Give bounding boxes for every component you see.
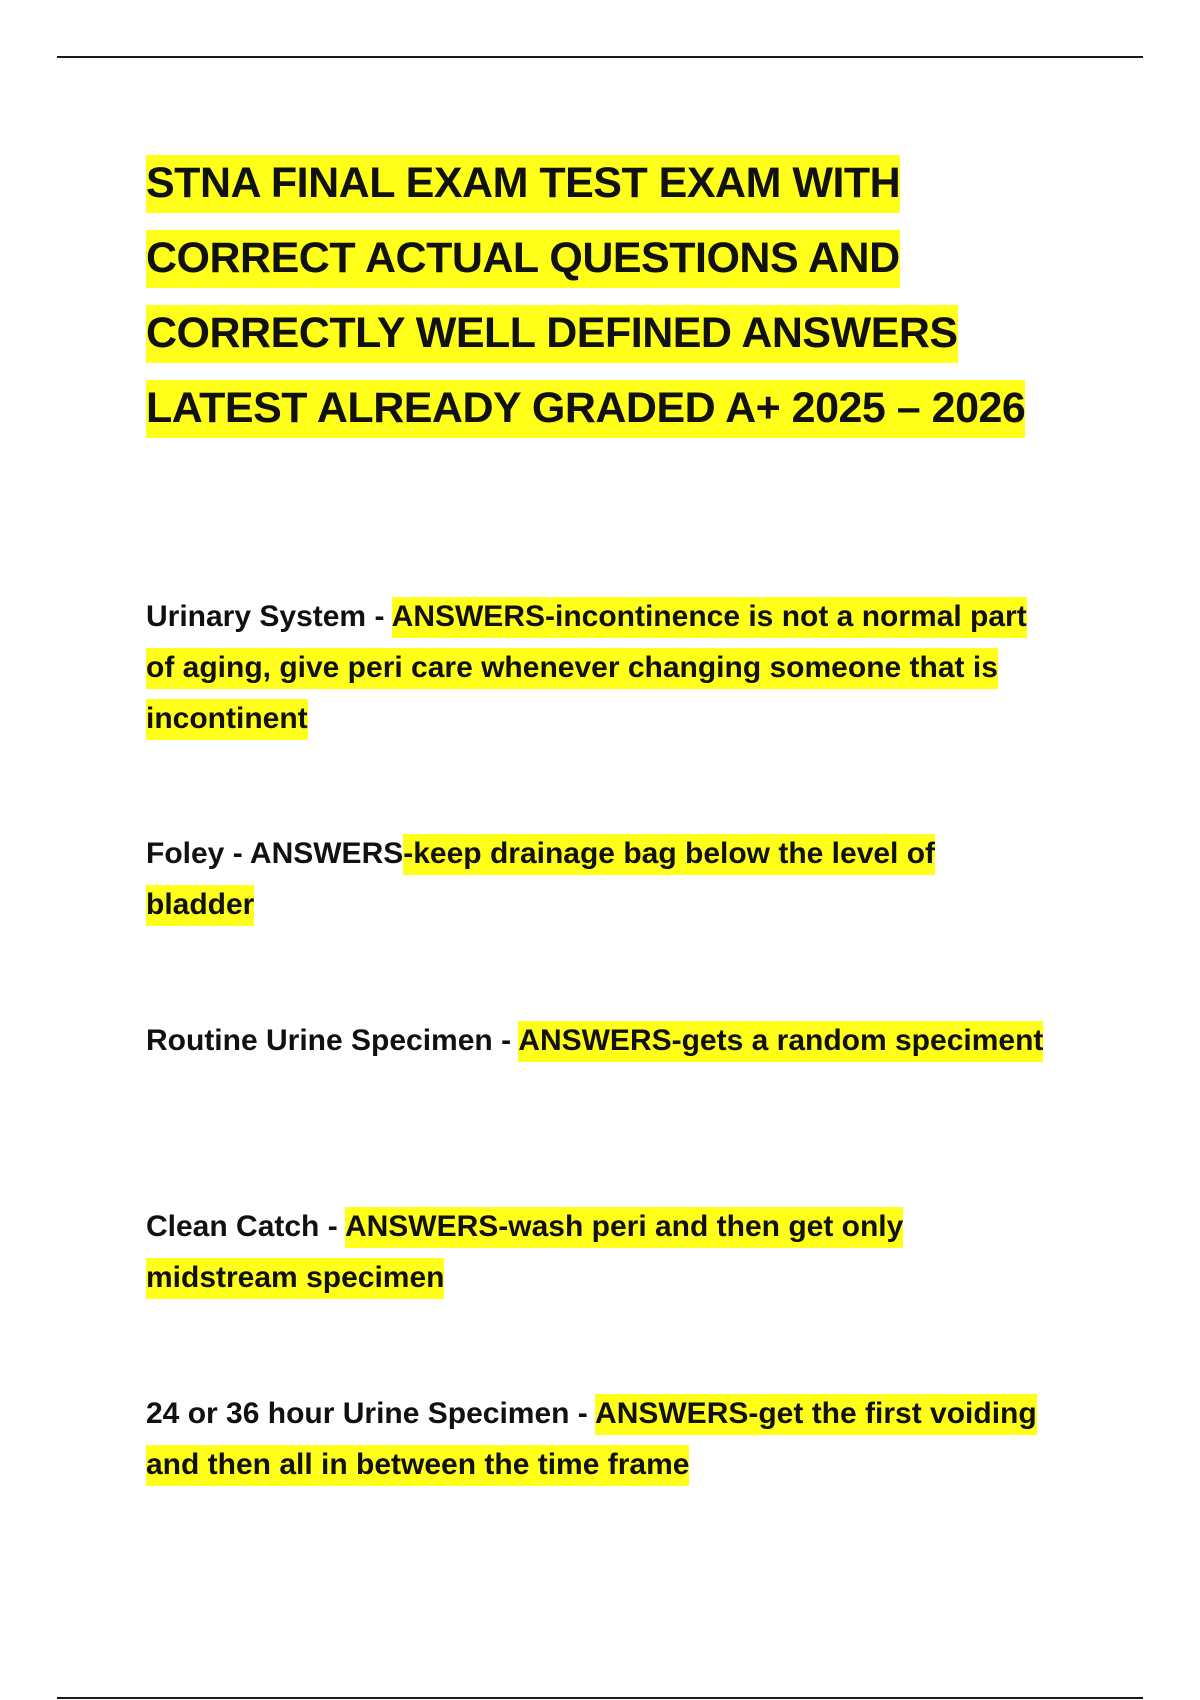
top-rule [57,56,1143,58]
entry-answer-highlighted: ANSWERS-gets a random speciment [518,1021,1043,1062]
entry-term: Urinary System - [146,600,392,633]
entry-term: Routine Urine Specimen - [146,1024,519,1057]
qa-entry-urinary-system [146,591,1046,744]
qa-entry-clean-catch [146,1201,1046,1303]
entry-answer-plain: ANSWERS [249,837,404,870]
entry-answer-highlighted: ANSWERS-incontinence is not a normal part of aging, give peri care whenever changing someone that is incontinent [146,597,1027,740]
document-title [146,146,1106,446]
entry-answer-highlighted: -keep drainage bag below the level of bladder [146,834,935,926]
entry-answer-highlighted: ANSWERS-get the first voiding and then all in between the time frame [146,1394,1037,1486]
qa-entry-foley [146,828,1046,930]
qa-entry-routine-urine-specimen [146,1015,1046,1066]
entry-term: Foley - [146,837,250,870]
qa-entry-24-or-36-hour-urine-specimen [146,1388,1046,1490]
entry-term: 24 or 36 hour Urine Specimen - [146,1397,596,1430]
title-highlight: STNA FINAL EXAM TEST EXAM WITH CORRECT ACTUAL QUESTIONS AND CORRECTLY WELL DEFINED ANSWERS LATEST ALREADY GRADED A+ 2025 – 2026 [146,155,1025,438]
bottom-rule [57,1697,1143,1699]
entry-term: Clean Catch - [146,1210,345,1243]
entry-answer-highlighted: ANSWERS-wash peri and then get only midstream specimen [146,1207,903,1299]
